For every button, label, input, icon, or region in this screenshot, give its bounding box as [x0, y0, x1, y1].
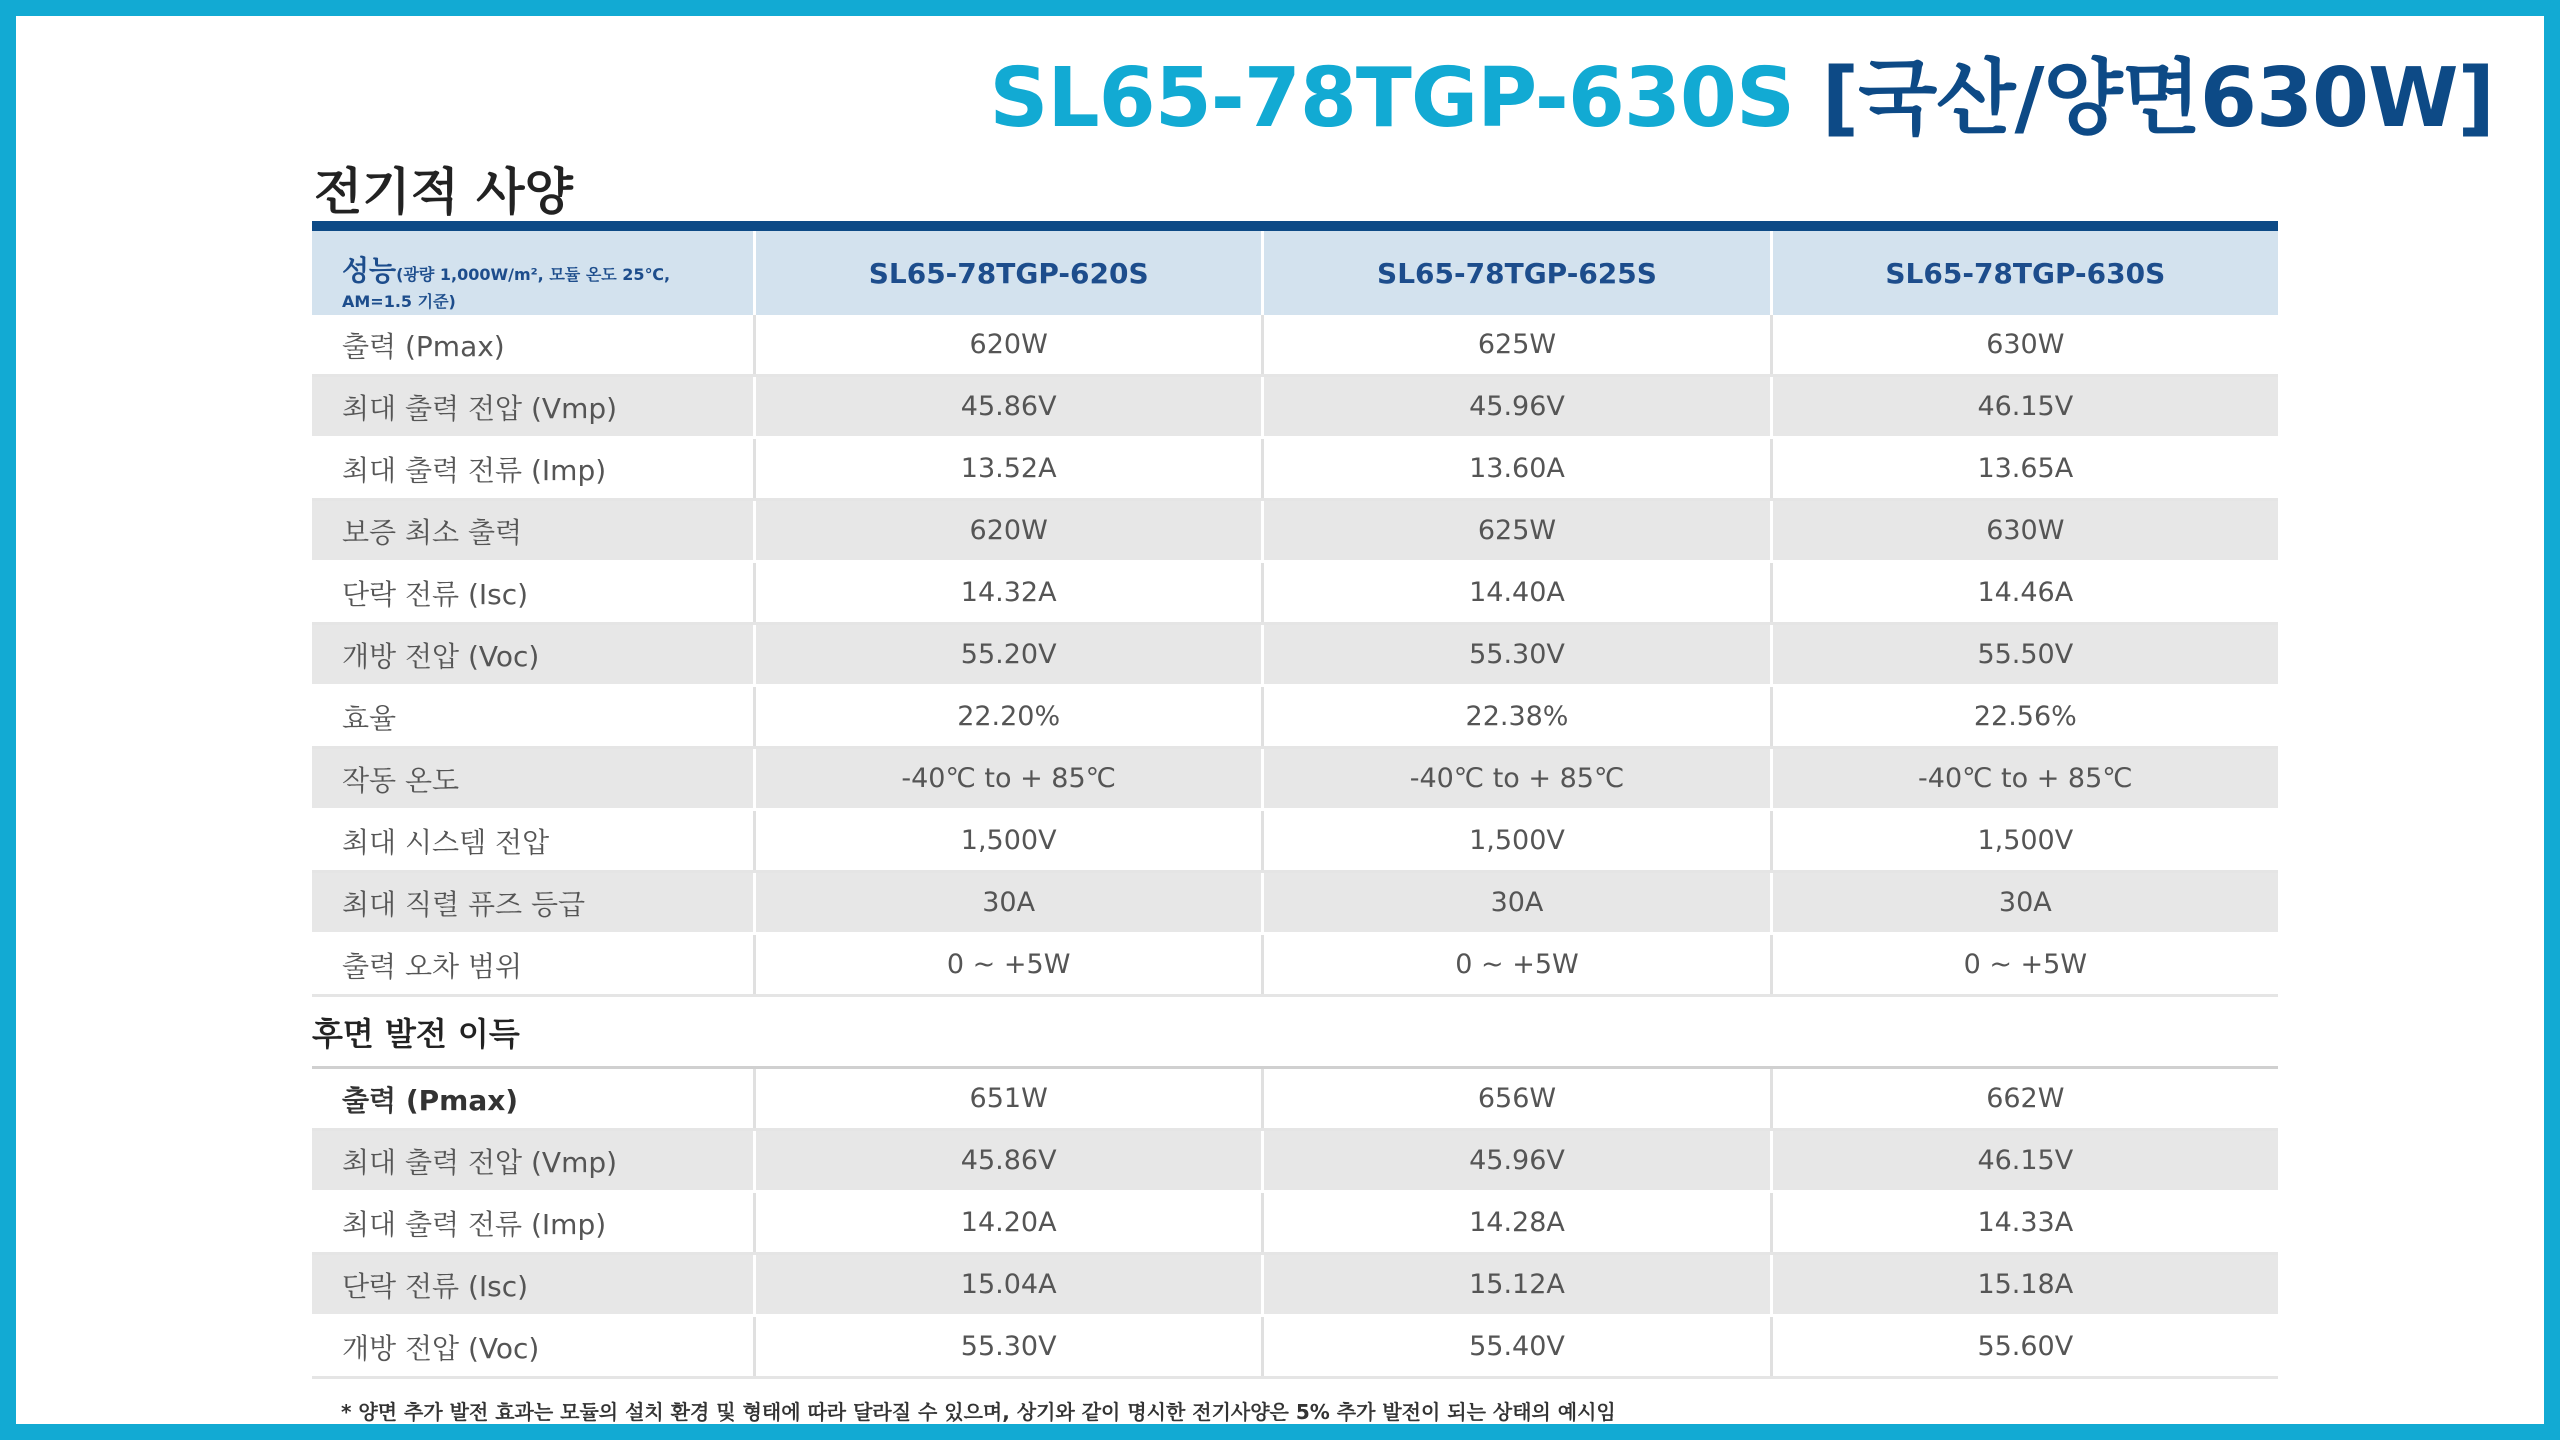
table-cell: 15.18A [1977, 1269, 2074, 1300]
table-cell: 30A [756, 873, 1264, 932]
table-cell: 22.20% [756, 687, 1264, 746]
table-cell: 15.04A [756, 1255, 1264, 1314]
row-label: 개방 전압 (Voc) [312, 1317, 756, 1376]
table-cell: 14.20A [756, 1193, 1264, 1252]
table-cell: 13.60A [1264, 439, 1772, 498]
table-cell: 22.56% [1973, 701, 2077, 732]
row-label: 출력 (Pmax) [312, 1069, 756, 1128]
table-cell: 13.52A [756, 439, 1264, 498]
table-cell: 662W [1986, 1083, 2065, 1114]
row-label: 최대 출력 전류 (Imp) [312, 1193, 756, 1252]
model-header-625s: SL65-78TGP-625S [1264, 231, 1772, 315]
row-label: 최대 직렬 퓨즈 등급 [312, 873, 756, 932]
table-cell: 13.65A [1977, 453, 2074, 484]
performance-header [312, 231, 756, 315]
table-cell: 14.33A [1977, 1207, 2074, 1238]
table-cell: 55.30V [756, 1317, 1264, 1376]
title-spec: [국산/양면630W] [1821, 51, 2494, 146]
table-row [312, 1069, 2278, 1131]
table-cell: 14.46A [1977, 577, 2074, 608]
table-cell: 15.12A [1264, 1255, 1772, 1314]
row-label: 보증 최소 출력 [312, 501, 756, 560]
table-row [312, 749, 2278, 811]
table-cell: 14.32A [756, 563, 1264, 622]
table-row [312, 377, 2278, 439]
table-cell: 55.50V [1977, 639, 2074, 670]
table-cell: -40℃ to + 85℃ [1918, 763, 2133, 794]
table-cell: 0 ~ +5W [1963, 949, 2088, 980]
row-label: 최대 출력 전압 (Vmp) [312, 1131, 756, 1190]
table-cell: 625W [1264, 501, 1772, 560]
table-cell: 0 ~ +5W [1264, 935, 1772, 994]
table-row [312, 1193, 2278, 1255]
table-cell: 625W [1264, 315, 1772, 374]
row-label: 단락 전류 (Isc) [312, 1255, 756, 1314]
table-cell: 651W [756, 1069, 1264, 1128]
table-cell: 1,500V [756, 811, 1264, 870]
row-label: 출력 오차 범위 [312, 935, 756, 994]
table-cell: 30A [1264, 873, 1772, 932]
table-cell: 14.28A [1264, 1193, 1772, 1252]
spec-table [312, 221, 2278, 1379]
table-row [312, 687, 2278, 749]
table-cell: 45.96V [1264, 377, 1772, 436]
table-cell: 55.60V [1977, 1331, 2074, 1362]
table-cell: 46.15V [1977, 1145, 2074, 1176]
table-cell: 46.15V [1977, 391, 2074, 422]
model-header-630s: SL65-78TGP-630S [1885, 256, 2166, 290]
table-row [312, 1131, 2278, 1193]
table-cell: 620W [756, 315, 1264, 374]
table-cell: 30A [1998, 887, 2052, 918]
table-row [312, 935, 2278, 997]
row-label: 최대 출력 전류 (Imp) [312, 439, 756, 498]
table-row [312, 315, 2278, 377]
row-label: 최대 출력 전압 (Vmp) [312, 377, 756, 436]
row-label: 효율 [312, 687, 756, 746]
table-row [312, 1255, 2278, 1317]
table-cell: 0 ~ +5W [756, 935, 1264, 994]
table-cell: 45.96V [1264, 1131, 1772, 1190]
table-cell: 55.30V [1264, 625, 1772, 684]
table-row [312, 873, 2278, 935]
page-title [989, 52, 2494, 146]
row-label: 출력 (Pmax) [312, 315, 756, 374]
bifacial-heading: 후면 발전 이득 [312, 997, 2278, 1069]
bifacial-rows [312, 1069, 2278, 1379]
table-cell: 630W [1986, 515, 2065, 546]
table-row [312, 625, 2278, 687]
table-row [312, 563, 2278, 625]
table-cell: 55.20V [756, 625, 1264, 684]
model-header-620s: SL65-78TGP-620S [756, 231, 1264, 315]
row-label: 최대 시스템 전압 [312, 811, 756, 870]
performance-note: (광량 1,000W/m², 모듈 온도 25℃, [396, 265, 671, 284]
footnote: * 양면 추가 발전 효과는 모듈의 설치 환경 및 형태에 따라 달라질 수 있으며, 상기와 같이 명시한 전기사양은 5% 추가 발전이 되는 상태의 예시임 [341, 1400, 1616, 1424]
table-row [312, 501, 2278, 563]
row-label: 개방 전압 (Voc) [312, 625, 756, 684]
performance-label: 성능 [342, 254, 397, 287]
table-cell: 55.40V [1264, 1317, 1772, 1376]
table-cell: 14.40A [1264, 563, 1772, 622]
section-heading: 전기적 사양 [314, 163, 573, 221]
table-header [312, 231, 2278, 315]
table-cell: 22.38% [1264, 687, 1772, 746]
row-label: 단락 전류 (Isc) [312, 563, 756, 622]
table-cell: 45.86V [756, 1131, 1264, 1190]
table-row [312, 1317, 2278, 1379]
table-cell: -40℃ to + 85℃ [756, 749, 1264, 808]
table-row [312, 811, 2278, 873]
table-cell: 620W [756, 501, 1264, 560]
table-cell: -40℃ to + 85℃ [1264, 749, 1772, 808]
row-label: 작동 온도 [312, 749, 756, 808]
table-cell: 1,500V [1977, 825, 2074, 856]
table-cell: 630W [1986, 329, 2065, 360]
performance-note-2: AM=1.5 기준) [342, 292, 456, 311]
table-cell: 656W [1264, 1069, 1772, 1128]
table-cell: 1,500V [1264, 811, 1772, 870]
table-cell: 45.86V [756, 377, 1264, 436]
title-model: SL65-78TGP-630S [989, 51, 1795, 146]
table-row [312, 439, 2278, 501]
performance-rows [312, 315, 2278, 997]
